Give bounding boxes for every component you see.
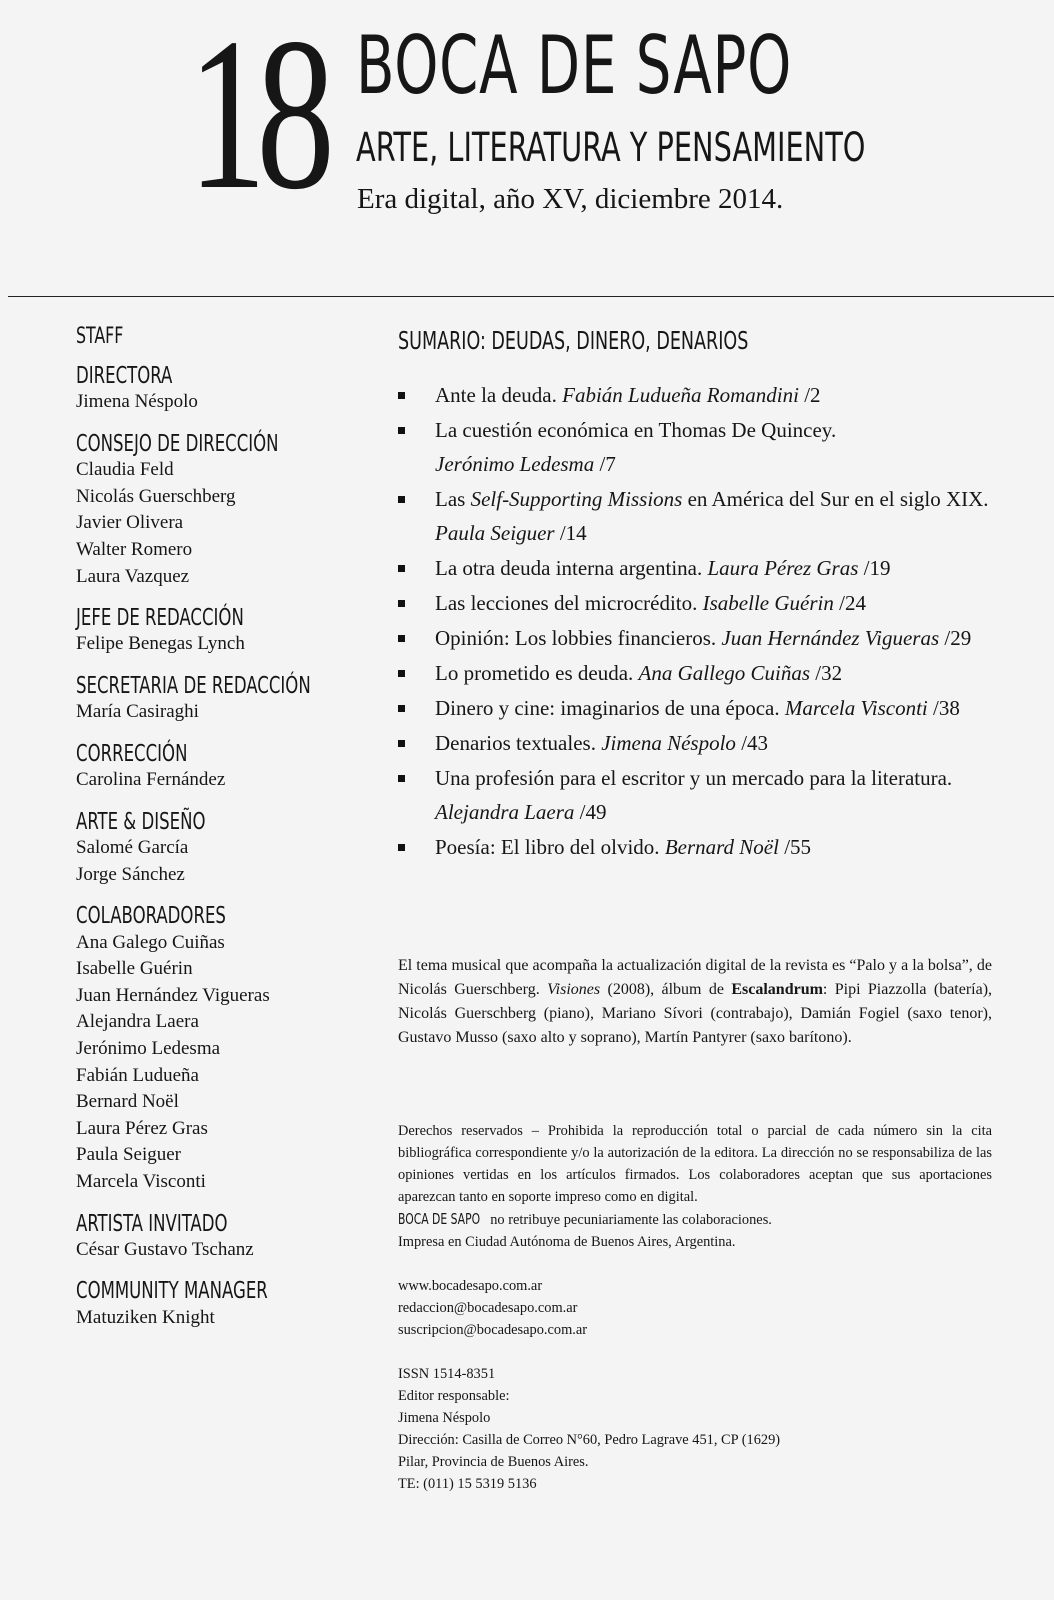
table-of-contents [398,378,998,864]
summary-heading: SUMARIO: DEUDAS, DINERO, DENARIOS [398,326,749,355]
toc-title: Una profesión para el escritor y un mercado para la literatura. [435,766,953,790]
staff-name: Laura Pérez Gras [76,1117,208,1139]
staff-name: Marcela Visconti [76,1170,206,1192]
staff-name: Matuziken Knight [76,1306,215,1328]
staff-role: COLABORADORES [76,903,226,930]
toc-title-italic: Self-Supporting Missions [470,487,683,511]
staff-heading: STAFF [76,324,124,349]
album-title: Visiones [547,981,601,998]
toc-author: Ana Gallego Cuiñas [638,661,811,685]
staff-name: Salomé García [76,837,189,859]
summary-column [398,328,998,865]
toc-title: Denarios textuales. [435,731,596,755]
toc-title: Opinión: Los lobbies financieros. [435,626,717,650]
editor-label: Editor responsable: [398,1388,510,1404]
staff-group [76,1212,366,1264]
toc-author: Alejandra Laera [435,800,575,824]
website-link[interactable]: www.bocadesapo.com.ar [398,1278,543,1294]
toc-item [398,551,998,585]
toc-item [398,830,998,864]
staff-name: Jerónimo Ledesma [76,1037,221,1059]
staff-role: ARTE & DISEÑO [76,808,206,835]
staff-role: ARTISTA INVITADO [76,1210,228,1237]
toc-title: La cuestión económica en Thomas De Quincey. [435,418,837,442]
toc-title: Las [435,487,466,511]
toc-page: /43 [741,731,769,755]
toc-page: /55 [784,835,812,859]
staff-name: Ana Galego Cuiñas [76,931,225,953]
rights-notice [398,1120,992,1253]
issn: ISSN 1514-8351 [398,1366,496,1382]
staff-group [76,432,366,590]
staff-role: JEFE DE REDACCIÓN [76,605,244,632]
toc-title: Las lecciones del microcrédito. [435,591,698,615]
toc-author: Jerónimo Ledesma [435,452,595,476]
toc-item [398,761,998,829]
toc-author: Juan Hernández Vigueras [721,626,940,650]
toc-author: Jimena Néspolo [601,731,736,755]
toc-item [398,378,998,412]
toc-page: /49 [579,800,607,824]
toc-page: /19 [863,556,891,580]
toc-item [398,413,998,481]
staff-group [76,674,366,726]
suscripcion-email-link[interactable]: suscripcion@bocadesapo.com.ar [398,1322,588,1338]
links-block [398,1275,587,1341]
staff-role: DIRECTORA [76,363,173,389]
staff-group [76,742,366,794]
staff-name: Laura Vazquez [76,565,190,587]
toc-item [398,691,998,725]
staff-group [76,904,366,1195]
staff-name: María Casiraghi [76,701,199,723]
toc-page: /14 [559,521,587,545]
staff-name: Paula Seiguer [76,1144,182,1166]
staff-role: CORRECCIÓN [76,740,188,767]
staff-name: Bernard Noël [76,1091,179,1113]
toc-item [398,656,998,690]
staff-name: Javier Olivera [76,512,184,534]
staff-name: Nicolás Guerschberg [76,485,236,507]
staff-name: Jimena Néspolo [76,391,198,413]
toc-title: Poesía: El libro del olvido. [435,835,660,859]
staff-role: COMMUNITY MANAGER [76,1278,268,1305]
toc-title: Dinero y cine: imaginarios de una época. [435,696,780,720]
staff-name: Juan Hernández Vigueras [76,984,270,1006]
toc-author: Bernard Noël [664,835,779,859]
staff-name: Felipe Benegas Lynch [76,633,245,655]
magazine-subtitle: ARTE, LITERATURA Y PENSAMIENTO [356,125,866,171]
toc-title-rest: en América del Sur en el siglo XIX. [687,487,989,511]
staff-name: Walter Romero [76,538,193,560]
toc-title: Ante la deuda. [435,383,557,407]
toc-author: Isabelle Guérin [702,591,834,615]
staff-group [76,364,366,416]
phone: TE: (011) 15 5319 5136 [398,1476,537,1492]
staff-groups [76,364,366,1331]
toc-item [398,621,998,655]
toc-page: /24 [839,591,866,615]
toc-author: Paula Seiguer [435,521,555,545]
staff-name: Claudia Feld [76,459,174,481]
music-note-text-3: : Pipi Piazzolla (batería), Nicolás Guerschberg (piano), Mariano Sívori (contrabajo), Damián Fogiel (saxo tenor), Gustavo Musso (saxo alto y soprano), Martín Pantyrer (saxo barítono). [398,981,993,1046]
toc-item [398,726,998,760]
staff-name: Isabelle Guérin [76,958,193,980]
staff-name: Carolina Fernández [76,769,226,791]
issue-number: 18 [188,0,325,235]
staff-name: César Gustavo Tschanz [76,1238,254,1260]
staff-role: CONSEJO DE DIRECCIÓN [76,430,279,457]
staff-group [76,1279,366,1331]
toc-author: Fabián Ludueña Romandini [562,383,799,407]
band-name: Escalandrum [731,981,823,998]
toc-page: /38 [933,696,960,720]
rights-brand-text: no retribuye pecuniariamente las colaboraciones. [490,1212,772,1228]
contact-block [398,1363,780,1495]
toc-page: /2 [804,383,821,407]
address-city: Pilar, Provincia de Buenos Aires. [398,1454,589,1470]
edition-line: Era digital, año XV, diciembre 2014. [357,183,784,215]
editor-name: Jimena Néspolo [398,1410,491,1426]
staff-column [76,326,366,1331]
printed-location: Impresa en Ciudad Autónoma de Buenos Aires, Argentina. [398,1234,736,1250]
toc-title: Lo prometido es deuda. [435,661,634,685]
staff-group [76,606,366,658]
magazine-title: BOCA DE SAPO [356,19,793,112]
address: Dirección: Casilla de Correo N°60, Pedro Lagrave 451, CP (1629) [398,1432,781,1448]
toc-author: Marcela Visconti [784,696,928,720]
toc-page: /7 [599,452,616,476]
brand-name: BOCA DE SAPO [398,1210,481,1228]
toc-item [398,586,998,620]
toc-author: Laura Pérez Gras [707,556,859,580]
staff-name: Alejandra Laera [76,1011,199,1033]
toc-page: /29 [944,626,972,650]
toc-page: /32 [815,661,843,685]
music-note [398,954,992,1050]
staff-role: SECRETARIA DE REDACCIÓN [76,673,311,700]
music-note-text-2: (2008), álbum de [607,981,724,998]
staff-name: Fabián Ludueña [76,1064,199,1086]
rights-text: Derechos reservados – Prohibida la reproducción total o parcial de cada número sin la cita bibliográfica correspondiente y/o la autorización de la editora. La dirección no se responsabiliza de las opiniones vertidas en los artículos firmados. Los colaboradores aceptan que sus aportaciones aparezcan tanto en soporte impreso como en digital. [398,1123,992,1205]
music-note-text: El tema musical que acompaña la actualización digital de la revista es “Palo y a la bolsa”, de Nicolás Guerschberg. [398,957,992,998]
redaccion-email-link[interactable]: redaccion@bocadesapo.com.ar [398,1300,578,1316]
staff-name: Jorge Sánchez [76,863,185,885]
toc-item [398,482,998,550]
header-divider [8,296,1054,297]
staff-group [76,810,366,888]
toc-title: La otra deuda interna argentina. [435,556,703,580]
